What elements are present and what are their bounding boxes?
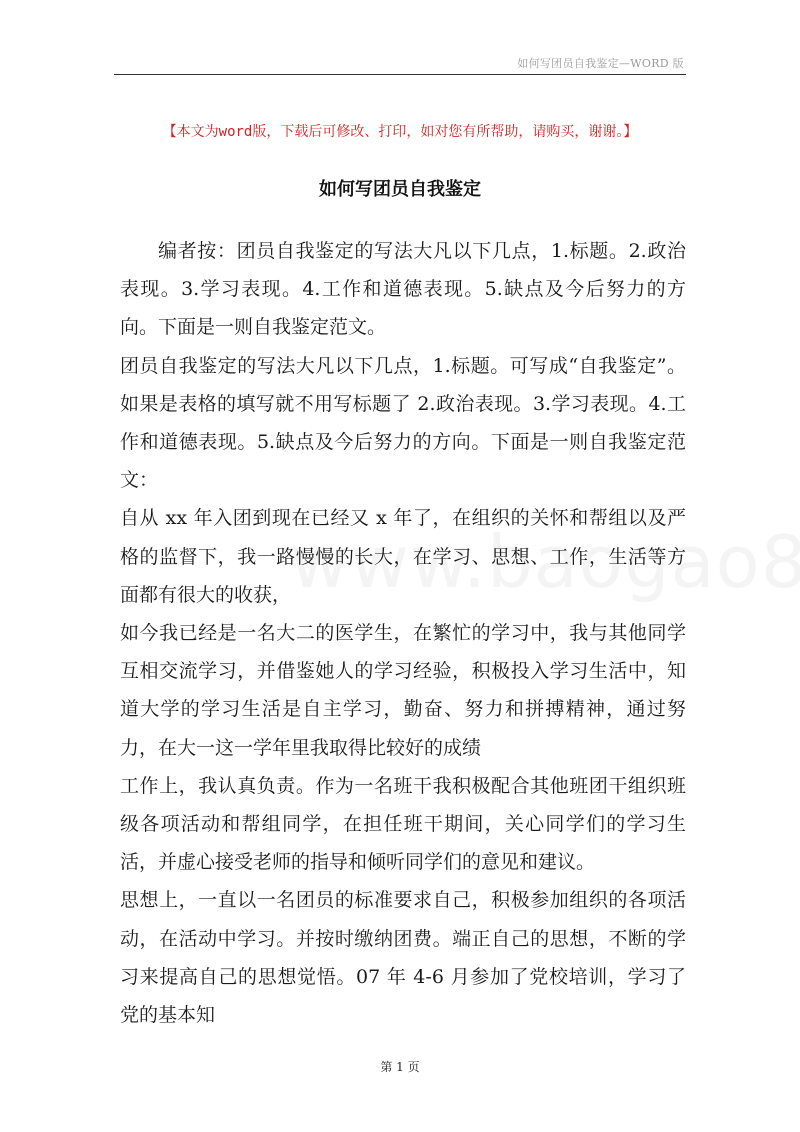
document-title: 如何写团员自我鉴定 [319,179,481,200]
paragraph: 团员自我鉴定的写法大凡以下几点，1.标题。可写成“自我鉴定”。如果是表格的填写就不用写标题了 2.政治表现。3.学习表现。4.工作和道德表现。5.缺点及今后努力的方向。下面是一则自我鉴定范文： [120,354,686,492]
paragraph-editor-note: 编者按：团员自我鉴定的写法大凡以下几点，1.标题。2.政治表现。3.学习表现。4.工作和道德表现。5.缺点及今后努力的方向。下面是一则自我鉴定范文。 [120,240,686,339]
paragraph: 自从 xx 年入团到现在已经又 x 年了，在组织的关怀和帮组以及严格的监督下，我一路慢慢的长大，在学习、思想、工作，生活等方面都有很大的收获， [120,507,686,606]
purchase-notice: 【本文为word版，下载后可修改、打印，如对您有所帮助，请购买，谢谢。】 [162,124,638,140]
page-number: 第 1 页 [380,1060,420,1074]
header-divider [114,74,686,75]
running-header: 如何写团员自我鉴定—WORD 版 [517,57,684,70]
paragraph: 思想上，一直以一名团员的标准要求自己，积极参加组织的各项活动，在活动中学习。并按时缴纳团费。端正自己的思想，不断的学习来提高自己的思想觉悟。07 年 4-6 月参加了党校培训，学习了党的基本知 [120,889,686,1027]
paragraph: 如今我已经是一名大二的医学生，在繁忙的学习中，我与其他同学互相交流学习，并借鉴她人的学习经验，积极投入学习生活中，知道大学的学习生活是自主学习，勤奋、努力和拼搏精神，通过努力，在大一这一学年里我取得比较好的成绩 [120,622,686,759]
paragraph: 工作上，我认真负责。作为一名班干我积极配合其他班团干组织班级各项活动和帮组同学，在担任班干期间，关心同学们的学习生活，并虚心接受老师的指导和倾听同学们的意见和建议。 [120,774,686,874]
document-body [120,232,686,1034]
